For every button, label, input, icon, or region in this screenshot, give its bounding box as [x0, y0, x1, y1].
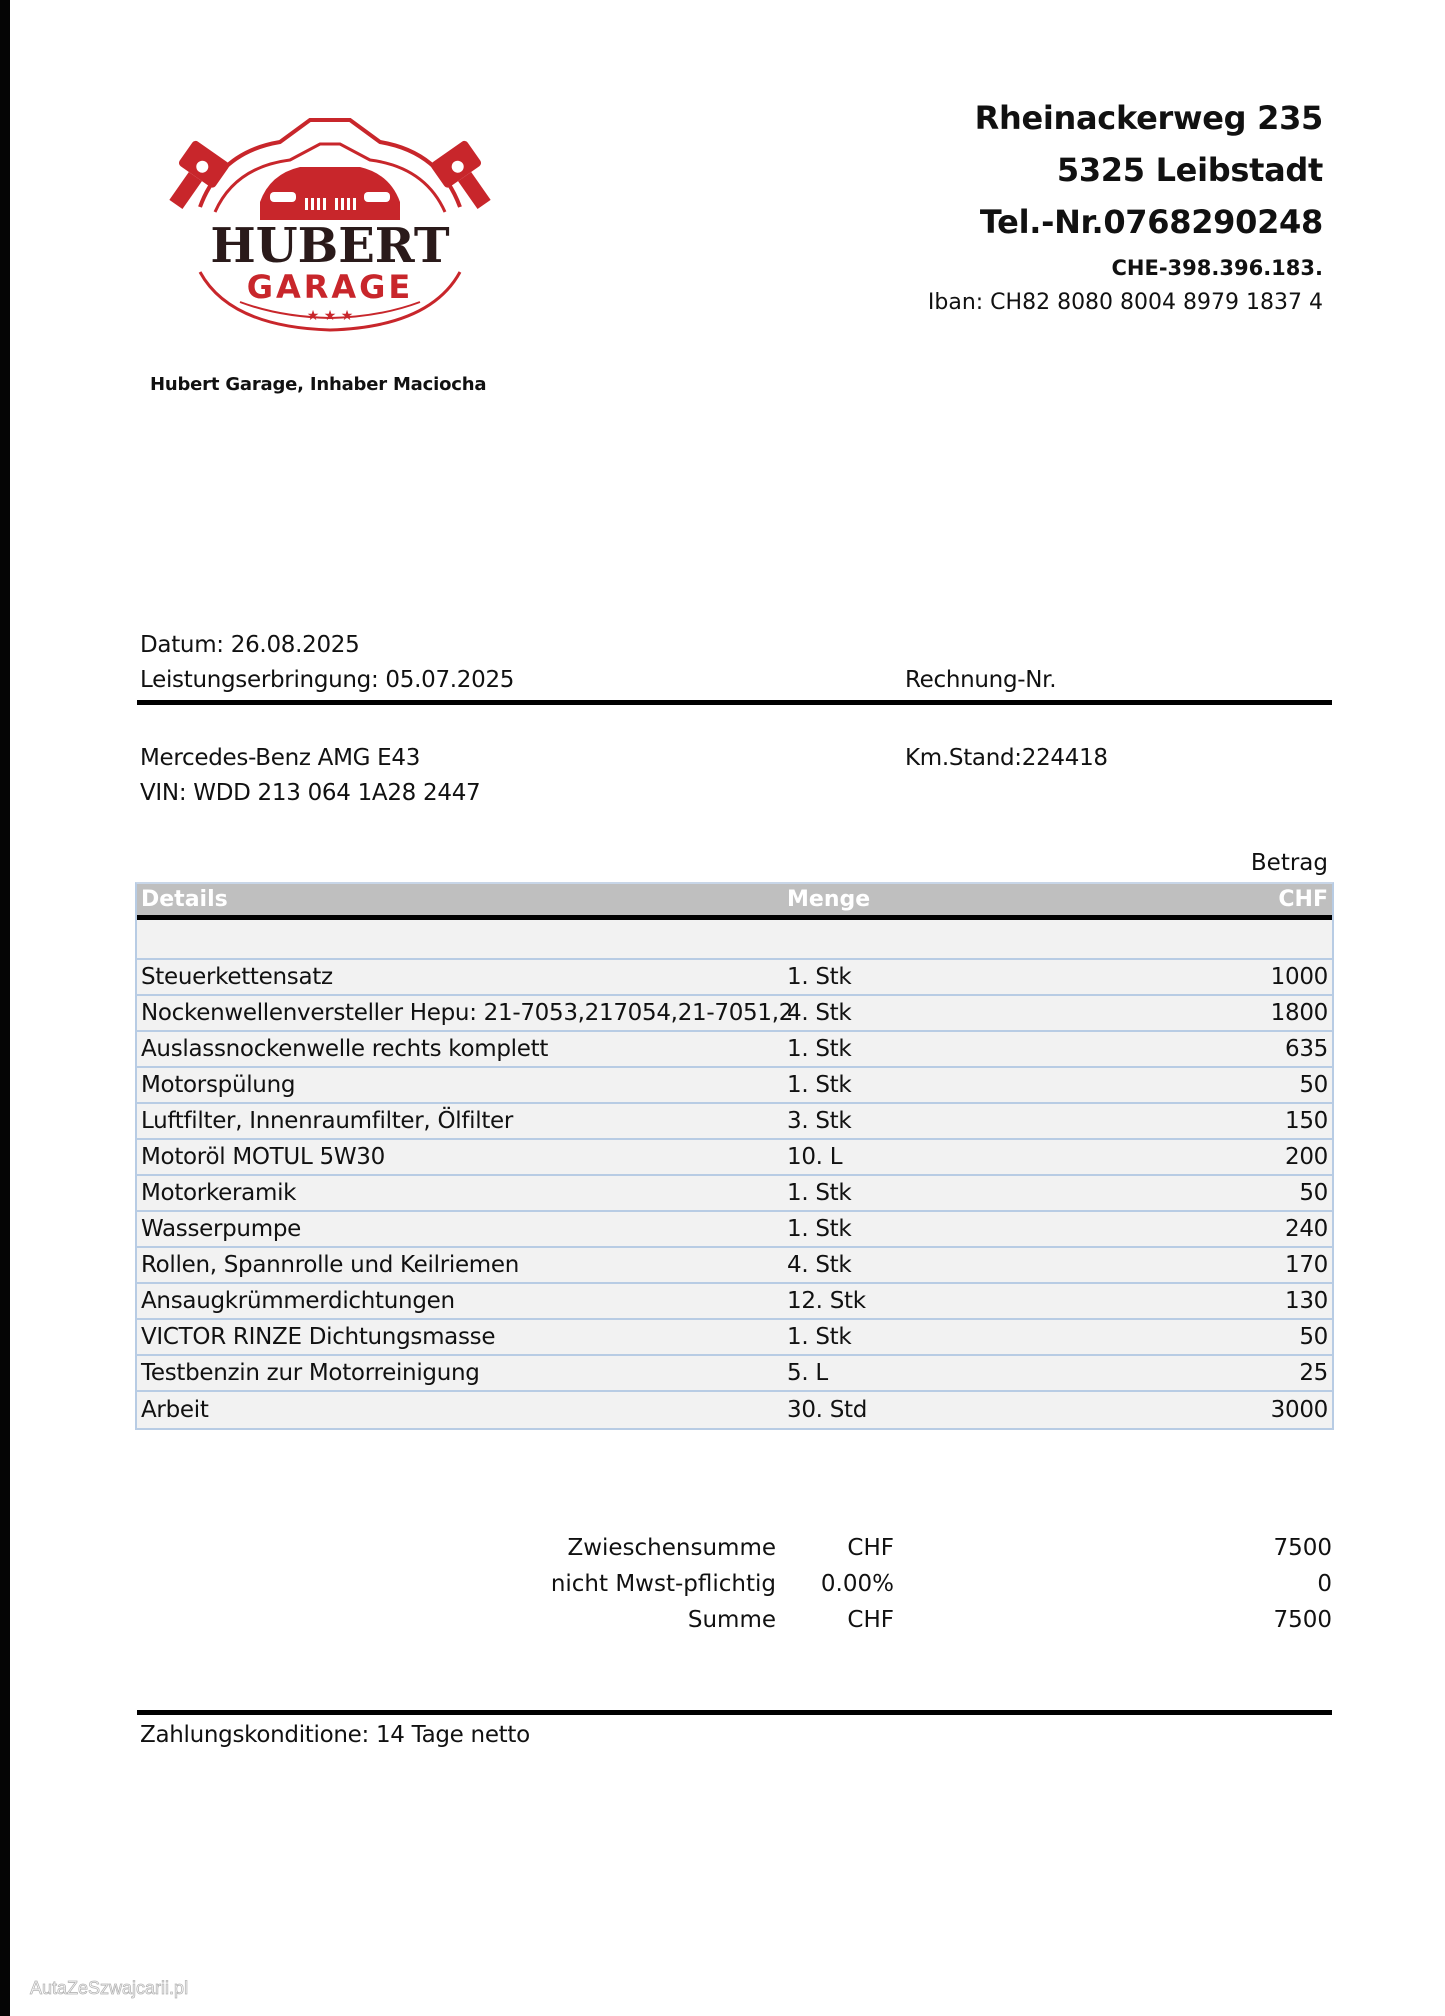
row-quantity: 30. Std	[787, 1397, 868, 1423]
row-details: Wasserpumpe	[141, 1216, 301, 1242]
invoice-number-label: Rechnung-Nr.	[905, 667, 1057, 693]
header-divider	[137, 700, 1332, 705]
row-amount: 1000	[1270, 964, 1328, 990]
line-items-table	[135, 882, 1334, 1430]
row-details: Nockenwellenversteller Hepu: 21-7053,217054,21-7051,2	[141, 1000, 794, 1026]
company-city: 5325 Leibstadt	[1056, 151, 1323, 189]
row-quantity: 1. Stk	[787, 1072, 852, 1098]
row-quantity: 10. L	[787, 1144, 843, 1170]
company-phone: Tel.-Nr.0768290248	[979, 203, 1323, 241]
svg-text:HUBERT: HUBERT	[210, 218, 450, 274]
total-unit: CHF	[847, 1607, 894, 1633]
table-row	[137, 1320, 1332, 1356]
row-details: Motorspülung	[141, 1072, 296, 1098]
row-quantity: 1. Stk	[787, 1180, 852, 1206]
totals-block	[500, 1530, 1332, 1638]
header-details: Details	[141, 887, 228, 912]
table-row	[137, 1176, 1332, 1212]
company-owner-line: Hubert Garage, Inhaber Maciocha	[150, 374, 487, 395]
row-details: Ansaugkrümmerdichtungen	[141, 1288, 455, 1314]
subtotal-value: 7500	[1273, 1535, 1332, 1561]
row-details: Testbenzin zur Motorreinigung	[141, 1360, 480, 1386]
row-amount: 50	[1299, 1072, 1328, 1098]
row-details: Auslassnockenwelle rechts komplett	[141, 1036, 549, 1062]
row-amount: 25	[1299, 1360, 1328, 1386]
total-row	[500, 1602, 1332, 1638]
table-row	[137, 1392, 1332, 1428]
row-details: Arbeit	[141, 1397, 209, 1423]
svg-text:GARAGE: GARAGE	[246, 268, 414, 306]
header-amount: CHF	[1278, 887, 1328, 912]
vat-row	[500, 1566, 1332, 1602]
table-row	[137, 1068, 1332, 1104]
payment-terms: Zahlungskonditione: 14 Tage netto	[140, 1722, 530, 1748]
row-amount: 50	[1299, 1180, 1328, 1206]
row-quantity: 1. Stk	[787, 964, 852, 990]
table-spacer-row	[137, 920, 1332, 960]
table-row	[137, 1212, 1332, 1248]
row-details: Rollen, Spannrolle und Keilriemen	[141, 1252, 520, 1278]
row-amount: 50	[1299, 1324, 1328, 1350]
table-header	[137, 884, 1332, 920]
table-row	[137, 1032, 1332, 1068]
footer-divider	[137, 1710, 1332, 1715]
row-quantity: 12. Stk	[787, 1288, 866, 1314]
vehicle-mileage: Km.Stand:224418	[905, 745, 1108, 771]
total-label: Summe	[687, 1607, 776, 1633]
row-quantity: 4. Stk	[787, 1252, 852, 1278]
row-details: VICTOR RINZE Dichtungsmasse	[141, 1324, 496, 1350]
total-value: 7500	[1273, 1607, 1332, 1633]
row-amount: 200	[1285, 1144, 1328, 1170]
amount-caption: Betrag	[1250, 850, 1328, 876]
row-quantity: 1. Stk	[787, 1216, 852, 1242]
table-row	[137, 1284, 1332, 1320]
table-row	[137, 996, 1332, 1032]
row-details: Motorkeramik	[141, 1180, 297, 1206]
left-edge-strip	[0, 0, 10, 2016]
table-row	[137, 1140, 1332, 1176]
row-quantity: 3. Stk	[787, 1108, 852, 1134]
row-amount: 170	[1285, 1252, 1328, 1278]
subtotal-unit: CHF	[847, 1535, 894, 1561]
row-amount: 150	[1285, 1108, 1328, 1134]
row-amount: 3000	[1270, 1397, 1328, 1423]
subtotal-row	[500, 1530, 1332, 1566]
table-row	[137, 1356, 1332, 1392]
table-row	[137, 1104, 1332, 1140]
vehicle-vin: VIN: WDD 213 064 1A28 2447	[140, 780, 481, 806]
service-date: Leistungserbringung: 05.07.2025	[140, 667, 515, 693]
row-quantity: 1. Stk	[787, 1324, 852, 1350]
hubert-garage-logo	[160, 112, 500, 334]
row-amount: 130	[1285, 1288, 1328, 1314]
watermark: AutaZeSzwajcarii.pl	[30, 1978, 189, 1998]
company-iban: Iban: CH82 8080 8004 8979 1837 4	[927, 290, 1323, 315]
row-amount: 635	[1285, 1036, 1328, 1062]
row-details: Steuerkettensatz	[141, 964, 333, 990]
subtotal-label: Zwieschensumme	[567, 1535, 776, 1561]
row-details: Luftfilter, Innenraumfilter, Ölfilter	[141, 1108, 514, 1134]
vehicle-model: Mercedes-Benz AMG E43	[140, 745, 421, 771]
invoice-date: Datum: 26.08.2025	[140, 632, 360, 658]
company-address-block	[928, 92, 1323, 320]
company-uid: CHE-398.396.183.	[1111, 256, 1323, 280]
svg-text:★ ★ ★: ★ ★ ★	[306, 308, 354, 324]
logo-graphic-icon	[160, 112, 500, 334]
row-details: Motoröl MOTUL 5W30	[141, 1144, 385, 1170]
vat-value: 0	[1317, 1571, 1332, 1597]
table-row	[137, 1248, 1332, 1284]
vat-label: nicht Mwst-pflichtig	[550, 1571, 776, 1597]
vat-rate: 0.00%	[820, 1571, 894, 1597]
row-quantity: 4. Stk	[787, 1000, 852, 1026]
row-quantity: 5. L	[787, 1360, 828, 1386]
row-amount: 240	[1285, 1216, 1328, 1242]
header-quantity: Menge	[787, 887, 871, 912]
row-quantity: 1. Stk	[787, 1036, 852, 1062]
company-street: Rheinackerweg 235	[974, 99, 1323, 137]
table-row	[137, 960, 1332, 996]
row-amount: 1800	[1270, 1000, 1328, 1026]
